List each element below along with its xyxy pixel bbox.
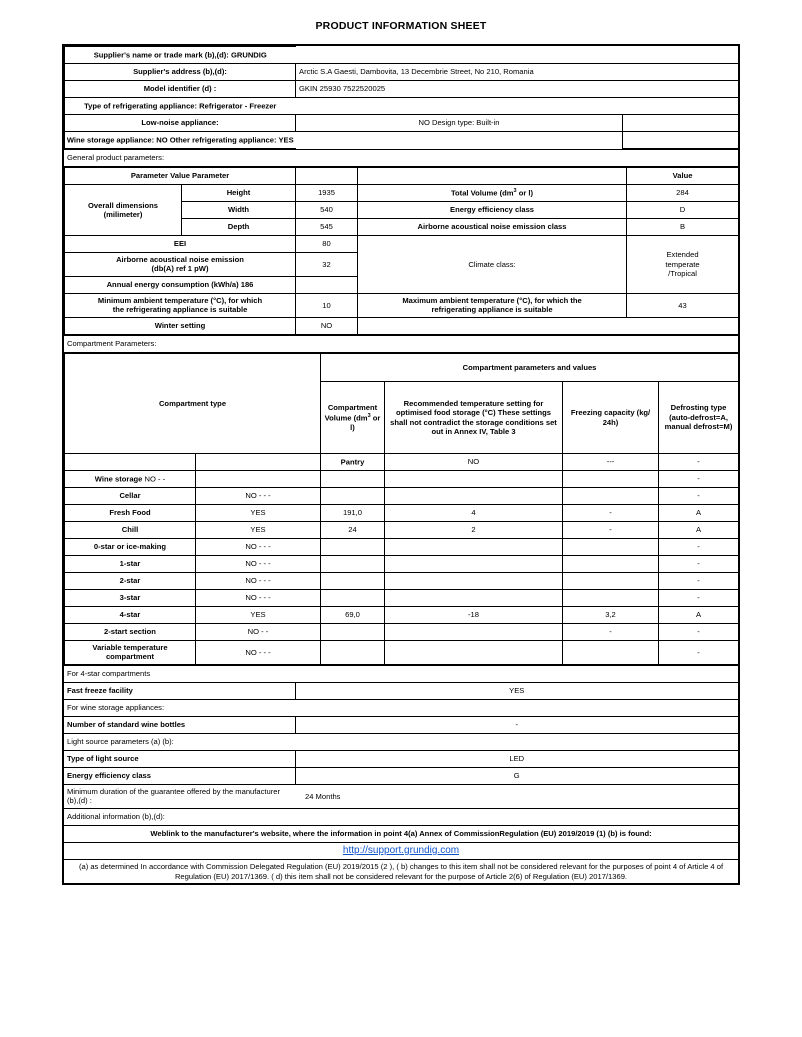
noise-emission-value: 32 [296,253,358,277]
compartment-temperature [385,487,563,504]
general-header-blank-2 [358,168,627,185]
compartment-temperature: NO [385,453,563,470]
energy-class-value: D [627,202,739,219]
compartment-volume: 69,0 [321,606,385,623]
min-ambient-label-l1: Minimum ambient temperature (°C), for which [97,295,263,305]
compartment-name: 0-star or ice-making [65,538,196,555]
climate-class-value-l1: Extended [666,250,699,260]
compartment-freezing-capacity [563,640,659,664]
weblink-label-row [64,825,738,842]
compartment-temperature [385,572,563,589]
compartment-defrost-type: - [659,572,739,589]
ambient-temperature-row [65,293,739,317]
volume-header-l3: l) [350,422,355,432]
light-type-row [64,750,738,767]
max-ambient-label-l1: Maximum ambient temperature (°C), for which the [402,295,582,305]
compartment-defrost-type: - [659,623,739,640]
additional-info-title: Additional information (b),(d): [64,808,738,825]
compartment-temperature [385,623,563,640]
wine-storage-label: Wine storage appliance: NO Other refrigerating appliance: YES [66,135,294,145]
low-noise-empty [623,115,739,132]
winter-setting-row [65,317,739,334]
max-ambient-label-l2: refrigerating appliance is suitable [431,305,553,315]
wine-storage-spill [296,132,623,149]
annual-energy-label: Annual energy consumption (kWh/a) 186 [65,276,296,293]
compartment-defrost-type: - [659,555,739,572]
volume-header-l1: Compartment [327,403,378,413]
width-label: Width [182,202,296,219]
compartment-present: NO - - [196,623,321,640]
compartment-present: NO - - - [196,640,321,664]
volume-header-l2-pre: Volume (dm [324,413,368,423]
light-class-row [64,767,738,784]
max-ambient-label [358,293,627,317]
volume-header-l2 [324,413,381,423]
compartment-freezing-capacity [563,572,659,589]
compartment-name: 4-star [65,606,196,623]
compartment-row [65,555,739,572]
light-title-row [64,733,738,750]
min-ambient-label [65,293,296,317]
info-sheet-table-container [62,44,740,885]
four-star-title-row [64,665,738,682]
guarantee-label: Minimum duration of the guarantee offered by the manufacturer (b),(d) : [64,784,295,808]
compartment-present: YES [196,606,321,623]
defrost-header-l2: (auto-defrost=A, [669,412,728,422]
compartment-volume [321,572,385,589]
appliance-type-row [65,98,739,115]
compartment-name: 3-star [65,589,196,606]
wine-storage-cell [65,132,296,149]
compartment-volume [321,453,385,470]
appliance-type-spill [296,98,623,115]
low-noise-value-text: NO Design type: Built-in [418,118,500,128]
compartment-present: NO - - - [196,487,321,504]
compartment-row [65,538,739,555]
compartment-freezing-capacity [563,470,659,487]
supplier-table [64,46,739,149]
noise-emission-label-l2: (db(A) ref 1 pW) [151,264,209,274]
weblink-url-cell [64,842,738,860]
compartment-volume-header [321,382,385,454]
volume-header-l2-sup: 3 [367,412,371,419]
supplier-address-value: Arctic S.A Gaesti, Dambovita, 13 Decembrie Street, No 210, Romania [296,64,739,81]
compartment-defrost-type: - [659,589,739,606]
compartment-type-header: Compartment type [65,353,321,453]
light-class-value: G [295,767,738,784]
guarantee-value: 24 Months [295,784,738,808]
compartment-row [65,504,739,521]
wine-bottles-value: - [295,716,738,733]
low-noise-row [65,115,739,132]
defrost-header-l3: manual defrost=M) [664,422,733,432]
compartment-section-title: Compartment Parameters: [64,335,738,352]
compartment-freezing-capacity: - [563,521,659,538]
compartment-freezing-capacity: - [563,504,659,521]
footnote-text: (a) as determined In accordance with Commission Delegated Regulation (EU) 2019/2015 (2 ), ( b) changes to this item shall not be considered relevant for the purposes of point 4 of Article 4 of Regulation (EU) 2017/1369. ( d) this item shall not be considered relevant for the purpose of Article 2(6) of Regulation (EU) 2017/1369. [64,860,738,883]
page-title: PRODUCT INFORMATION SHEET [315,20,487,32]
noise-class-value: B [627,219,739,236]
compartment-volume [321,589,385,606]
compartment-temperature [385,555,563,572]
manufacturer-website-link[interactable]: http://support.grundig.com [342,844,460,856]
total-volume-label-sup: 3 [513,187,517,194]
compartment-volume [321,555,385,572]
value-header: Value [627,168,739,185]
compartment-section-row [64,335,738,352]
height-value: 1935 [296,185,358,202]
compartment-defrost-type: - [659,538,739,555]
general-section-title: General product parameters: [64,150,738,167]
compartment-volume [321,538,385,555]
noise-emission-label [65,253,296,277]
eei-row [65,236,739,253]
model-identifier-value: GKIN 25930 7522520025 [296,81,739,98]
compartment-name: 1-star [65,555,196,572]
compartment-temp-header: Recommended temperature setting for optimised food storage (°C) These settings shall not contradict the storage conditions set out in Annex IV, Table 3 [385,382,563,454]
overall-dimensions-label [65,185,182,236]
annual-energy-value [296,276,358,293]
fast-freeze-row [64,682,738,699]
overall-dimensions-unit: (milimeter) [103,210,143,219]
fast-freeze-value: YES [295,682,738,699]
compartment-temperature: 4 [385,504,563,521]
compartment-volume [321,470,385,487]
compartment-row [65,521,739,538]
compartment-temperature: 2 [385,521,563,538]
compartment-name: 2-start section [65,623,196,640]
compartment-freezing-header: Freezing capacity (kg/ 24h) [563,382,659,454]
wine-bottles-row [64,716,738,733]
total-volume-label [358,185,627,202]
wine-section-title: For wine storage appliances: [64,699,738,716]
weblink-label: Weblink to the manufacturer's website, where the information in point 4(a) Annex of CommissionRegulation (EU) 2019/2019 (1) (b) is found: [64,825,738,842]
depth-label: Depth [182,219,296,236]
min-ambient-label-l2: the refrigerating appliance is suitable [112,305,248,315]
max-ambient-value: 43 [627,293,739,317]
model-identifier-label: Model identifier (d) : [65,81,296,98]
climate-class-value-l2: temperate [665,259,700,269]
compartment-present [196,453,321,470]
additional-info-title-row [64,808,738,825]
winter-setting-value: NO [296,317,358,334]
compartment-present: NO - - - [196,555,321,572]
compartment-name: 2-star [65,572,196,589]
compartment-row [65,572,739,589]
fast-freeze-label: Fast freeze facility [64,682,295,699]
compartment-defrost-type: A [659,521,739,538]
climate-class-value-l3: /Tropical [668,269,697,279]
compartment-volume: 24 [321,521,385,538]
compartment-name: Variable temperature compartment [65,640,196,664]
compartment-present: NO - - - [196,572,321,589]
general-section-bar [64,149,738,167]
supplier-name-label: Supplier's name or trade mark (b),(d): GRUNDIG [93,50,267,60]
compartment-freezing-capacity [563,487,659,504]
low-noise-label: Low-noise appliance: [65,115,296,132]
compartment-params-header-row [65,353,739,381]
defrost-header-l1: Defrosting type [670,403,727,413]
compartment-row [65,589,739,606]
compartment-section-bar [64,335,738,353]
compartment-name: Fresh Food [65,504,196,521]
total-volume-label-post: or l) [516,188,534,198]
compartment-temperature [385,640,563,664]
wine-title-row [64,699,738,716]
compartment-name-label: Wine storage NO - - [94,474,166,484]
overall-dimensions-text: Overall dimensions [87,200,159,210]
noise-class-label: Airborne acoustical noise emission class [358,219,627,236]
eei-label: EEI [65,236,296,253]
compartment-defrost-type: - [659,487,739,504]
pantry-label: Pantry [340,457,365,467]
compartment-freezing-capacity: --- [563,453,659,470]
compartment-name [65,453,196,470]
footnote-row [64,860,738,883]
compartment-temperature [385,589,563,606]
compartment-temperature [385,538,563,555]
general-section-row [64,150,738,167]
compartment-freezing-capacity [563,538,659,555]
compartment-defrost-type: A [659,504,739,521]
light-type-label: Type of light source [64,750,295,767]
compartment-present: YES [196,521,321,538]
light-type-value: LED [295,750,738,767]
climate-class-label: Climate class: [358,236,627,294]
supplier-address-label: Supplier's address (b),(d): [65,64,296,81]
eei-value: 80 [296,236,358,253]
compartment-volume: 191,0 [321,504,385,521]
compartment-row [65,470,739,487]
parameter-value-header: Parameter Value Parameter [65,168,296,185]
compartment-defrost-type: - [659,470,739,487]
wine-storage-row [65,132,739,149]
wine-storage-empty [623,132,739,149]
compartment-defrost-header [659,382,739,454]
wine-bottles-label: Number of standard wine bottles [64,716,295,733]
compartment-row [65,487,739,504]
supplier-name-cell [65,47,296,64]
compartment-temperature [385,470,563,487]
guarantee-row [64,784,738,808]
weblink-url-row [64,842,738,860]
supplier-name-row [65,47,739,64]
compartment-freezing-capacity: - [563,623,659,640]
winter-setting-label: Winter setting [65,317,296,334]
supplier-address-row [65,64,739,81]
total-volume-label-pre: Total Volume (dm [450,188,514,198]
compartment-table [64,353,739,665]
four-star-title: For 4-star compartments [64,665,738,682]
compartment-volume [321,487,385,504]
compartment-row [65,640,739,664]
compartment-freezing-capacity: 3,2 [563,606,659,623]
appliance-type-cell [65,98,296,115]
compartment-temperature: -18 [385,606,563,623]
compartment-present: NO - - - [196,589,321,606]
model-identifier-row [65,81,739,98]
compartment-row [65,606,739,623]
height-label: Height [182,185,296,202]
compartment-row [65,623,739,640]
light-class-label: Energy efficiency class [64,767,295,784]
width-value: 540 [296,202,358,219]
appliance-type-pad [623,98,739,115]
general-header-blank-1 [296,168,358,185]
low-noise-value [296,115,623,132]
compartment-params-values-header: Compartment parameters and values [321,353,739,381]
light-section-title: Light source parameters (a) (b): [64,733,738,750]
energy-class-label: Energy efficiency class [358,202,627,219]
noise-emission-label-l1: Airborne acoustical noise emission [116,255,244,264]
compartment-name [65,470,196,487]
compartment-freezing-capacity [563,589,659,606]
supplier-name-pad [623,47,739,64]
compartment-name: Cellar [65,487,196,504]
compartment-defrost-type: - [659,640,739,664]
general-header-row [65,168,739,185]
volume-header-l2-post: or [370,413,381,423]
general-parameters-table [64,167,739,335]
compartment-volume [321,640,385,664]
compartment-volume [321,623,385,640]
winter-setting-blank [358,317,739,334]
total-volume-value: 284 [627,185,739,202]
climate-class-value [627,236,739,294]
compartment-defrost-type: - [659,453,739,470]
compartment-present [196,470,321,487]
compartment-row [65,453,739,470]
footer-sections-table [64,665,738,883]
appliance-type-label: Type of refrigerating appliance: Refrigerator - Freezer [84,101,277,111]
supplier-name-spill [296,47,623,64]
compartment-freezing-capacity [563,555,659,572]
compartment-defrost-type: A [659,606,739,623]
compartment-present: YES [196,504,321,521]
min-ambient-value: 10 [296,293,358,317]
depth-value: 545 [296,219,358,236]
compartment-present: NO - - - [196,538,321,555]
compartment-name: Chill [65,521,196,538]
height-row [65,185,739,202]
